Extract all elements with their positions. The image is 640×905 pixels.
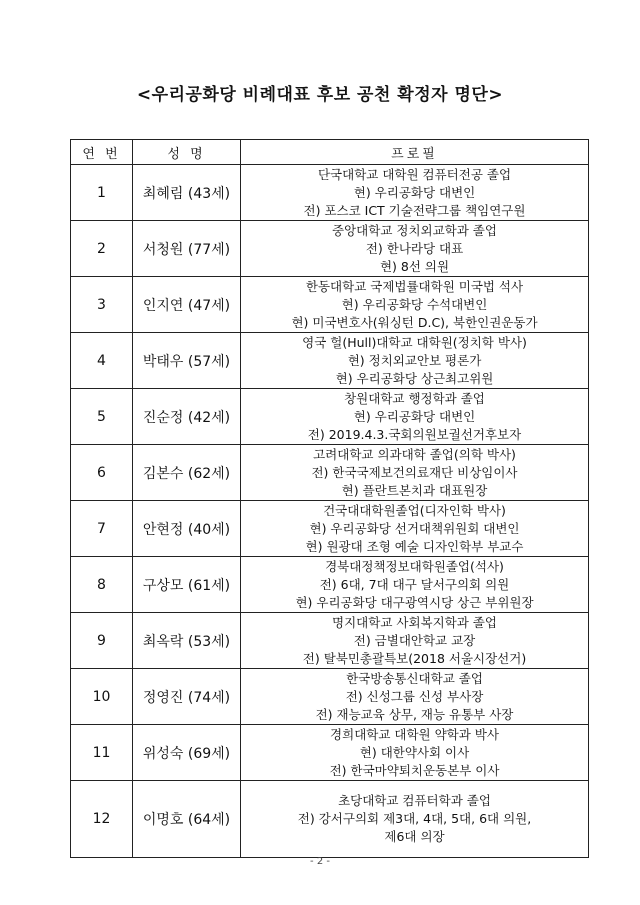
candidate-profile [241, 165, 589, 221]
profile-line: 영국 헐(Hull)대학교 대학원(정치학 박사) [302, 334, 527, 350]
profile-line: 현) 우리공화당 대변인 [353, 184, 476, 200]
header-profile: 프로필 [241, 140, 589, 165]
profile-line: 현) 원광대 조형 예술 디자인학부 부교수 [305, 538, 524, 554]
candidate-name: 위성숙 (69세) [133, 725, 241, 781]
profile-line: 한동대학교 국제법률대학원 미국법 석사 [305, 278, 524, 294]
profile-line: 전) 6대, 7대 대구 달서구의회 의원 [319, 576, 510, 592]
candidate-profile [241, 613, 589, 669]
profile-line: 현) 우리공화당 선거대책위원회 대변인 [309, 520, 520, 536]
profile-line: 전) 강서구의회 제3대, 4대, 5대, 6대 의원, [297, 811, 532, 826]
candidate-profile [241, 333, 589, 389]
table-row [71, 669, 589, 725]
profile-line: 제6대 의장 [384, 829, 445, 844]
row-number: 7 [71, 501, 133, 557]
profile-line: 현) 우리공화당 대변인 [353, 408, 476, 424]
profile-line: 전) 한국국제보건의료재단 비상임이사 [311, 464, 518, 480]
profile-line: 전) 금별대안학교 교장 [353, 632, 476, 648]
candidate-name: 구상모 (61세) [133, 557, 241, 613]
row-number: 2 [71, 221, 133, 277]
candidate-name: 서청원 (77세) [133, 221, 241, 277]
table-row [71, 333, 589, 389]
row-number: 8 [71, 557, 133, 613]
table-row [71, 557, 589, 613]
profile-line: 현) 대한약사회 이사 [359, 744, 470, 760]
profile-line: 전) 재능교육 상무, 재능 유통부 사장 [315, 706, 514, 722]
row-number: 4 [71, 333, 133, 389]
table-row [71, 221, 589, 277]
page-number: - 2 - [310, 856, 330, 867]
row-number: 1 [71, 165, 133, 221]
profile-line: 전) 2019.4.3.국회의원보궐선거후보자 [307, 426, 522, 442]
table-row [71, 781, 589, 858]
profile-line: 현) 8선 의원 [379, 258, 450, 274]
row-number: 9 [71, 613, 133, 669]
header-number: 연 번 [71, 140, 133, 165]
profile-line: 건국대대학원졸업(디자인학 박사) [323, 502, 506, 518]
table-row [71, 613, 589, 669]
candidate-name: 진순정 (42세) [133, 389, 241, 445]
profile-line: 현) 플란트본치과 대표원장 [341, 482, 488, 498]
candidate-table [70, 139, 589, 858]
profile-line: 전) 한나라당 대표 [365, 240, 464, 256]
candidate-profile [241, 781, 589, 858]
candidate-profile [241, 669, 589, 725]
candidate-name: 정영진 (74세) [133, 669, 241, 725]
table-row [71, 277, 589, 333]
profile-line: 창원대학교 행정학과 졸업 [344, 390, 485, 406]
profile-line: 전) 한국마약퇴치운동본부 이사 [329, 762, 500, 778]
profile-line: 경희대학교 대학원 약학과 박사 [330, 726, 499, 742]
row-number: 3 [71, 277, 133, 333]
header-name: 성 명 [133, 140, 241, 165]
row-number: 6 [71, 445, 133, 501]
profile-line: 전) 포스코 ICT 기술전략그룹 책임연구원 [303, 202, 526, 218]
candidate-name: 김본수 (62세) [133, 445, 241, 501]
candidate-name: 최혜림 (43세) [133, 165, 241, 221]
table-row [71, 725, 589, 781]
profile-line: 현) 미국변호사(워싱턴 D.C), 북한인권운동가 [291, 314, 538, 330]
row-number: 5 [71, 389, 133, 445]
profile-line: 현) 우리공화당 상근최고위원 [335, 370, 494, 386]
candidate-profile [241, 725, 589, 781]
profile-line: 전) 탈북민총괄특보(2018 서울시장선거) [302, 650, 527, 666]
candidate-profile [241, 501, 589, 557]
candidate-name: 인지연 (47세) [133, 277, 241, 333]
candidate-profile [241, 389, 589, 445]
profile-line: 현) 우리공화당 수석대변인 [341, 296, 488, 312]
candidate-profile [241, 445, 589, 501]
table-header-row [71, 140, 589, 165]
profile-line: 명지대학교 사회복지학과 졸업 [332, 614, 497, 630]
profile-line: 초당대학교 컴퓨터학과 졸업 [338, 793, 491, 808]
table-row [71, 501, 589, 557]
table-row [71, 445, 589, 501]
row-number: 11 [71, 725, 133, 781]
candidate-name: 최옥락 (53세) [133, 613, 241, 669]
table-row [71, 165, 589, 221]
profile-line: 전) 신성그룹 신성 부사장 [345, 688, 484, 704]
table-row [71, 389, 589, 445]
profile-line: 한국방송통신대학교 졸업 [346, 670, 483, 686]
profile-line: 단국대학교 대학원 컴퓨터전공 졸업 [317, 166, 512, 182]
candidate-profile [241, 221, 589, 277]
profile-line: 중앙대학교 정치외교학과 졸업 [332, 222, 497, 238]
row-number: 10 [71, 669, 133, 725]
candidate-profile [241, 277, 589, 333]
profile-line: 현) 정치외교안보 평론가 [347, 352, 482, 368]
document-title: <우리공화당 비례대표 후보 공천 확정자 명단> [136, 85, 504, 105]
profile-line: 고려대학교 의과대학 졸업(의학 박사) [313, 446, 516, 462]
candidate-profile [241, 557, 589, 613]
candidate-name: 이명호 (64세) [133, 781, 241, 858]
profile-line: 경북대정책정보대학원졸업(석사) [325, 558, 504, 574]
candidate-name: 박태우 (57세) [133, 333, 241, 389]
row-number: 12 [71, 781, 133, 858]
candidate-name: 안현정 (40세) [133, 501, 241, 557]
profile-line: 현) 우리공화당 대구광역시당 상근 부위원장 [295, 594, 534, 610]
